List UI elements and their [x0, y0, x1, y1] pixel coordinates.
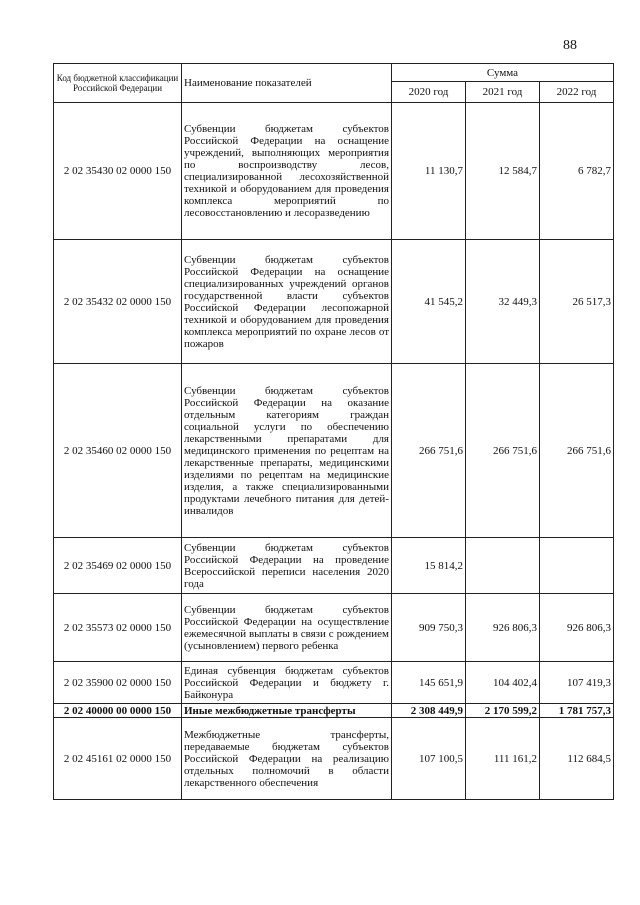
- header-year-2020: 2020 год: [392, 82, 466, 103]
- row-name: Субвенции бюджетам субъектов Российской Федерации на оснащение учреждений, выполняющих мероприятия по воспроизводству лесов, специализированной лесохозяйственной техникой и оборудованием для проведения комплекса мероприятий по лесовосстановлению и лесоразведению: [182, 103, 392, 240]
- row-value-2021: 32 449,3: [466, 240, 540, 364]
- row-value-2020: 15 814,2: [392, 538, 466, 594]
- row-code: 2 02 35900 02 0000 150: [54, 662, 182, 704]
- row-code: 2 02 35432 02 0000 150: [54, 240, 182, 364]
- row-value-2022: 107 419,3: [540, 662, 614, 704]
- row-value-2022: 26 517,3: [540, 240, 614, 364]
- row-value-2021: [466, 538, 540, 594]
- row-value-2020: 909 750,3: [392, 594, 466, 662]
- row-value-2022: 6 782,7: [540, 103, 614, 240]
- row-code: 2 02 35573 02 0000 150: [54, 594, 182, 662]
- header-code: Код бюджетной классификации Российской Федерации: [54, 64, 182, 103]
- row-code: 2 02 45161 02 0000 150: [54, 718, 182, 800]
- table-row: [54, 103, 614, 240]
- header-year-2022: 2022 год: [540, 82, 614, 103]
- row-value-2021: 12 584,7: [466, 103, 540, 240]
- row-code: 2 02 35430 02 0000 150: [54, 103, 182, 240]
- row-value-2021: 266 751,6: [466, 364, 540, 538]
- total-value-2020: 2 308 449,9: [392, 704, 466, 718]
- row-value-2020: 107 100,5: [392, 718, 466, 800]
- row-value-2022: 112 684,5: [540, 718, 614, 800]
- row-code: 2 02 35460 02 0000 150: [54, 364, 182, 538]
- table-row: [54, 538, 614, 594]
- table-row: [54, 662, 614, 704]
- table-row: [54, 364, 614, 538]
- total-value-2022: 1 781 757,3: [540, 704, 614, 718]
- header-sum: Сумма: [392, 64, 614, 82]
- row-name: Субвенции бюджетам субъектов Российской Федерации на проведение Всероссийской переписи населения 2020 года: [182, 538, 392, 594]
- row-code: 2 02 35469 02 0000 150: [54, 538, 182, 594]
- row-name: Межбюджетные трансферты, передаваемые бюджетам субъектов Российской Федерации на реализацию отдельных полномочий в области лекарственного обеспечения: [182, 718, 392, 800]
- row-name: Субвенции бюджетам субъектов Российской Федерации на оказание отдельным категориям граждан социальной услуги по обеспечению лекарственными препаратами для медицинского применения по рецептам на лекарственные препараты, медицинскими изделиями по рецептам на медицинские изделия, а также специализированными продуктами лечебного питания для детей-инвалидов: [182, 364, 392, 538]
- total-name: Иные межбюджетные трансферты: [182, 704, 392, 718]
- total-row: [54, 704, 614, 718]
- row-value-2021: 104 402,4: [466, 662, 540, 704]
- row-value-2022: [540, 538, 614, 594]
- header-year-2021: 2021 год: [466, 82, 540, 103]
- row-value-2021: 926 806,3: [466, 594, 540, 662]
- row-value-2022: 266 751,6: [540, 364, 614, 538]
- budget-table: [53, 63, 614, 800]
- row-value-2022: 926 806,3: [540, 594, 614, 662]
- total-code: 2 02 40000 00 0000 150: [54, 704, 182, 718]
- table-row: [54, 594, 614, 662]
- table-row: [54, 240, 614, 364]
- row-name: Единая субвенция бюджетам субъектов Российской Федерации и бюджету г. Байконура: [182, 662, 392, 704]
- row-name: Субвенции бюджетам субъектов Российской Федерации на осуществление ежемесячной выплаты в связи с рождением (усыновлением) первого ребенка: [182, 594, 392, 662]
- row-value-2020: 41 545,2: [392, 240, 466, 364]
- row-value-2020: 266 751,6: [392, 364, 466, 538]
- header-name: Наименование показателей: [182, 64, 392, 103]
- table-row: [54, 718, 614, 800]
- page-number: 88: [563, 38, 577, 53]
- total-value-2021: 2 170 599,2: [466, 704, 540, 718]
- row-value-2021: 111 161,2: [466, 718, 540, 800]
- row-name: Субвенции бюджетам субъектов Российской Федерации на оснащение специализированных учреждений органов государственной власти субъектов Российской Федерации лесопожарной техникой и оборудованием для проведения комплекса мероприятий по охране лесов от пожаров: [182, 240, 392, 364]
- row-value-2020: 145 651,9: [392, 662, 466, 704]
- row-value-2020: 11 130,7: [392, 103, 466, 240]
